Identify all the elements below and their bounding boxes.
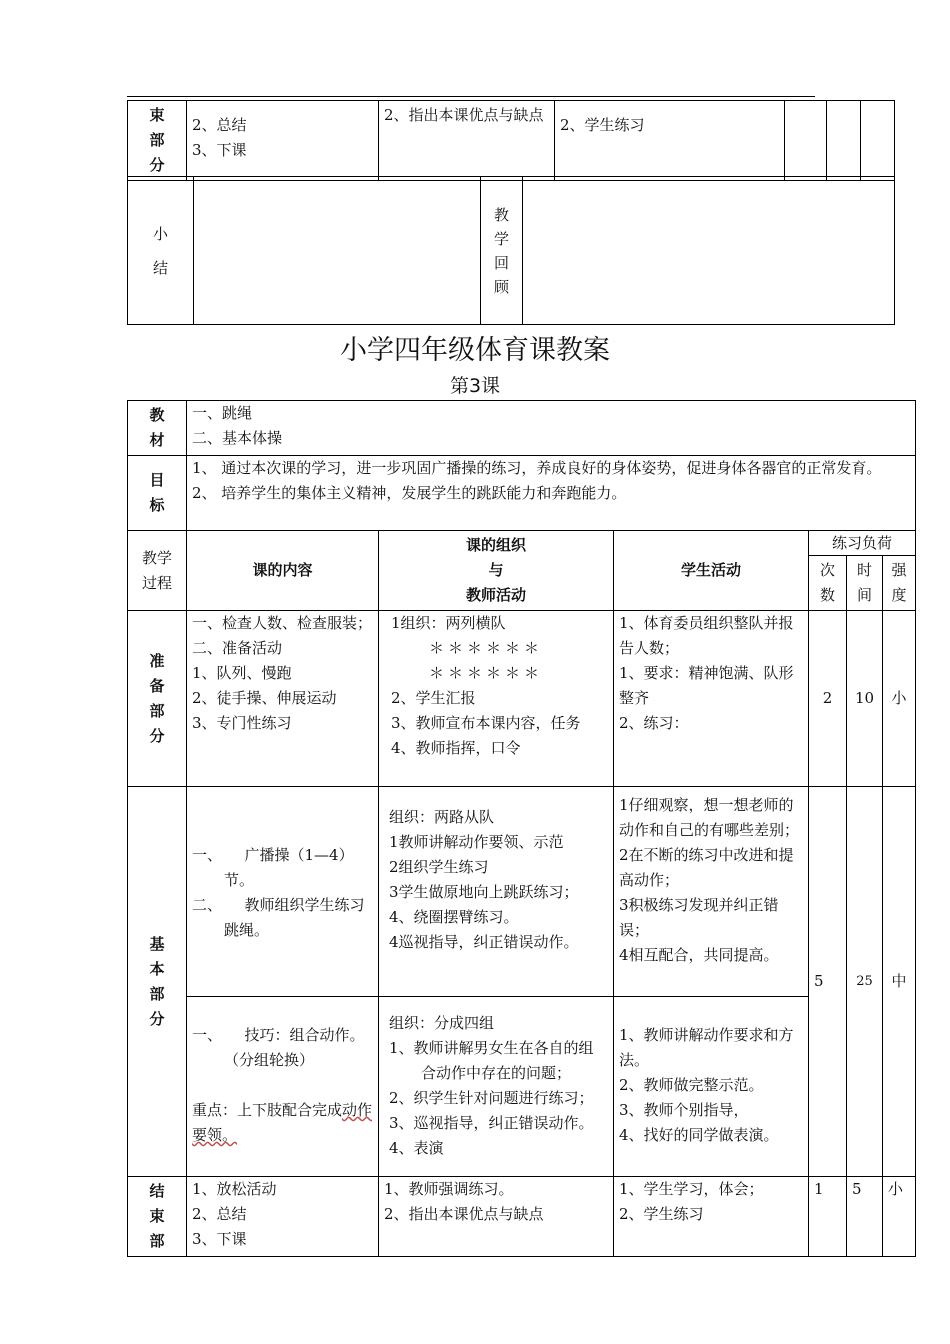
review-label: 教 学 回 顾: [481, 177, 523, 325]
page-title: 小学四年级体育课教案: [340, 335, 610, 366]
goal-cell: [187, 456, 916, 531]
goal-item: 1、 通过本次课的学习，进一步巩固广播操的练习，养成良好的身体姿势，促进身体各器官的正常发育。: [192, 459, 882, 477]
basic-content-cell-1: 一、 广播操（1—4）节。 二、 教师组织学生练习跳绳。: [187, 787, 379, 997]
process-header: 教学过程: [128, 531, 187, 611]
summary-label: 小 结: [128, 177, 194, 325]
org-header: 课的组织 与 教师活动: [379, 531, 614, 611]
summary-cell: [194, 177, 481, 325]
material-cell: [187, 401, 916, 456]
end-section-label: 束 部 分: [128, 101, 187, 181]
prep-time: 10: [847, 611, 883, 787]
end-count-cell: [785, 101, 827, 181]
prep-count: 2: [809, 611, 847, 787]
end-time-cell: [827, 101, 861, 181]
count-header: 次数: [809, 556, 847, 611]
student-header: 学生活动: [614, 531, 809, 611]
load-header: 练习负荷: [809, 531, 916, 556]
end-count: 1: [809, 1177, 847, 1257]
lesson-number: 第3课: [449, 375, 501, 397]
basic-student-cell-2: 1、教师讲解动作要求和方法。 2、教师做完整示范。 3、教师个别指导， 4、找好的同学做表演。: [614, 997, 809, 1177]
review-cell: [523, 177, 895, 325]
header-rule: [127, 96, 815, 97]
basic-intensity: 中: [883, 787, 916, 1177]
material-item: 一、跳绳: [192, 404, 253, 422]
end-teacher-cell: 2、指出本课优点与缺点: [379, 101, 555, 181]
basic-org-cell-1: 组织：两路从队 1教师讲解动作要领、示范 2组织学生练习 3学生做原地向上跳跃练习； 4、绕圈摆臂练习。 4巡视指导，纠正错误动作。: [379, 787, 614, 997]
intensity-header: 强度: [883, 556, 916, 611]
end-student: 1、学生学习，体会； 2、学生练习: [614, 1177, 809, 1257]
basic-label: 基 本 部 分: [128, 787, 187, 1177]
basic-student-cell-1: 1仔细观察，想一想老师的动作和自己的有哪些差别； 2在不断的练习中改进和提高动作； 3积极练习发现并纠正错误； 4相互配合，共同提高。: [614, 787, 809, 997]
prep-intensity: 小: [883, 611, 916, 787]
material-label: 教 材: [128, 401, 187, 456]
summary-table: [127, 176, 895, 325]
prep-student-cell: 1、体育委员组织整队并报告人数； 1、要求：精神饱满、队形整齐 2、练习：: [614, 611, 809, 787]
end-intensity: 小: [883, 1177, 916, 1257]
end-intensity-cell: [861, 101, 895, 181]
content-header: 课的内容: [187, 531, 379, 611]
lesson-plan-table: [127, 400, 916, 1257]
end-student-cell: 2、学生练习: [555, 101, 785, 181]
basic-count: 5: [809, 787, 847, 1177]
prep-label: 准 备 部 分: [128, 611, 187, 787]
prep-content-cell: 一、检查人数、检查服装； 二、准备活动 1、队列、慢跑 2、徒手操、伸展运动 3、专门性练习: [187, 611, 379, 787]
end-content-cell: 2、总结 3、下课: [187, 101, 379, 181]
material-item: 二、基本体操: [192, 429, 283, 447]
end-content: 1、放松活动 2、总结 3、下课: [187, 1177, 379, 1257]
end-org: 1、教师强调练习。 2、指出本课优点与缺点: [379, 1177, 614, 1257]
basic-time: 25: [847, 787, 883, 1177]
goal-label: 目 标: [128, 456, 187, 531]
basic-org-cell-2: 组织：分成四组 1、教师讲解男女生在各自的组合动作中存在的问题； 2、织学生针对问题进行练习； 3、巡视指导，纠正错误动作。 4、表演: [379, 997, 614, 1177]
end-label: 结 束 部: [128, 1177, 187, 1257]
prep-org-cell: 1组织：两列横队 ＊＊＊＊＊＊ ＊＊＊＊＊＊ 2、学生汇报 3、教师宣布本课内容，任务 4、教师指挥，口令: [379, 611, 614, 787]
basic-content-cell-2: 一、 技巧：组合动作。（分组轮换） 重点：上下肢配合完成动作要领。: [187, 997, 379, 1177]
goal-item: 2、 培养学生的集体主义精神，发展学生的跳跃能力和奔跑能力。: [192, 484, 627, 502]
prev-lesson-table: [127, 100, 895, 181]
end-time: 5: [847, 1177, 883, 1257]
time-header: 时间: [847, 556, 883, 611]
